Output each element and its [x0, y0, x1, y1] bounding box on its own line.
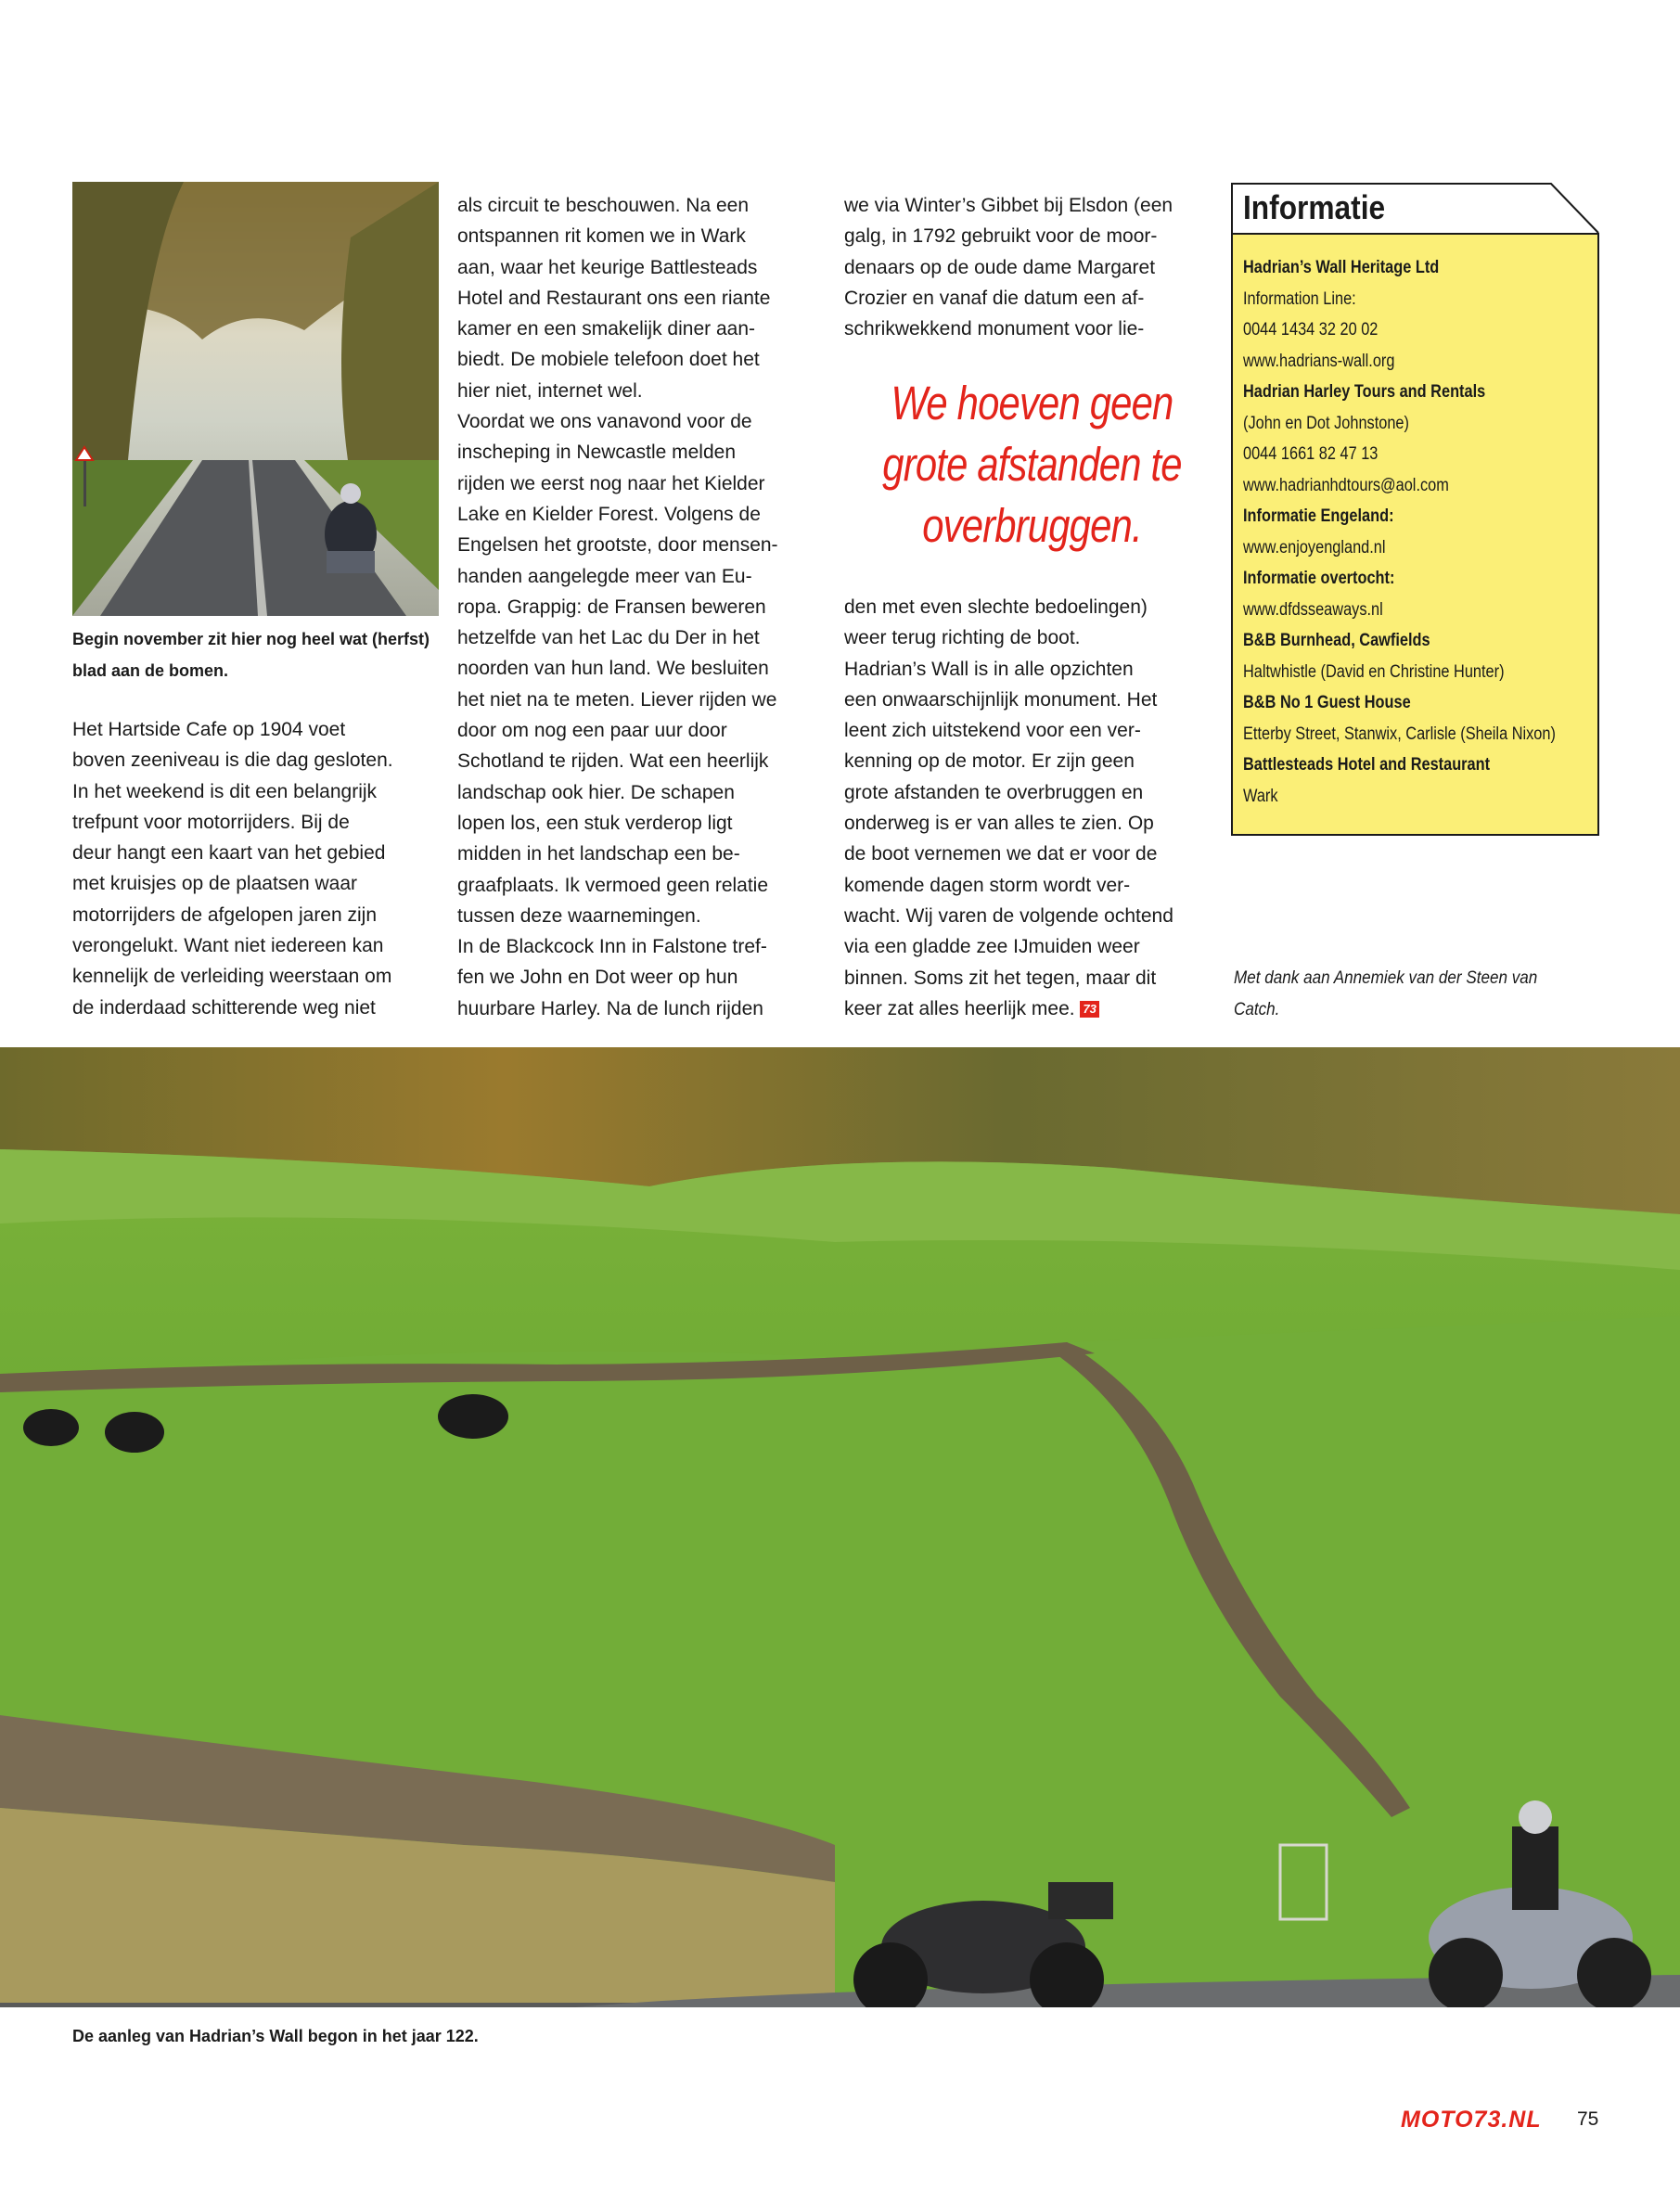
info-line: 0044 1434 32 20 02	[1243, 320, 1379, 340]
page-number: 75	[1577, 2108, 1599, 2130]
landscape-photo-caption: De aanleg van Hadrian’s Wall begon in het jaar 122.	[72, 2027, 479, 2045]
top-photo	[72, 182, 439, 616]
acknowledgement: Met dank aan Annemiek van der Steen van Catch.	[1234, 968, 1538, 1019]
info-line: www.hadrianhdtours@aol.com	[1243, 475, 1449, 495]
info-line: Hadrian’s Wall Heritage Ltd	[1243, 258, 1440, 277]
column-3-text-top: we via Winter’s Gibbet bij Elsdon (een galg, in 1792 gebruikt voor de moor- denaars op de oude dame Margaret Crozier en vanaf die datum een af- schrikwekkend monument voor lie-	[844, 195, 1173, 340]
column-1-text: Het Hartside Cafe op 1904 voet boven zeeniveau is die dag gesloten. In het weekend is dit een belangrijk trefpunt voor motorrijders. Bij de deur hangt een kaart van het gebied met kruisjes op de plaatsen waar motorrijders de afgelopen jaren zijn verongelukt. Want niet iedereen kan kennelijk de verleiding weerstaan om de inderdaad schitterende weg niet	[72, 719, 393, 1019]
top-photo-caption: Begin november zit hier nog heel wat (herfst) blad aan de bomen.	[72, 630, 430, 680]
landscape-photo	[0, 1047, 1680, 2007]
info-line: Etterby Street, Stanwix, Carlisle (Sheila Nixon)	[1243, 724, 1556, 744]
info-lines	[1243, 252, 1614, 812]
footer-brand-logo: MOTO73.NL	[1401, 2107, 1542, 2133]
info-line: 0044 1661 82 47 13	[1243, 444, 1379, 464]
info-line: www.dfdsseaways.nl	[1243, 599, 1383, 620]
info-line: Hadrian Harley Tours and Rentals	[1243, 382, 1486, 402]
info-line: (John en Dot Johnstone)	[1243, 413, 1409, 433]
info-title: Informatie	[1243, 188, 1386, 226]
info-line: Informatie Engeland:	[1243, 506, 1394, 526]
info-line: B&B No 1 Guest House	[1243, 693, 1411, 712]
info-line: www.enjoyengland.nl	[1243, 537, 1386, 557]
column-3-bottom-body: den met even slechte bedoelingen) weer terug richting de boot. Hadrian’s Wall is in alle opzichten een onwaarschijnlijk monument. Het leent zich uitstekend voor een ver- kenning op de motor. Er zijn geen grote afstanden te overbruggen en onderweg is er van alles te zien. Op de boot vernemen we dat er voor de komende dagen storm wordt ver- wacht. Wij varen de volgende ochtend via een gladde zee IJmuiden weer binnen. Soms zit het tegen, maar dit keer zat alles heerlijk mee.	[844, 596, 1173, 1019]
info-line: B&B Burnhead, Cawfields	[1243, 631, 1430, 650]
info-line: Wark	[1243, 786, 1278, 806]
info-line: Battlesteads Hotel and Restaurant	[1243, 755, 1491, 775]
column-2-text: als circuit te beschouwen. Na een ontspannen rit komen we in Wark aan, waar het keurige Battlesteads Hotel and Restaurant ons een riante kamer en een smakelijk diner aan- biedt. De mobiele telefoon doet het hier niet, internet wel. Voordat we ons vanavond voor de inscheping in Newcastle melden rijden we eerst nog naar het Kielder Lake en Kielder Forest. Volgens de Engelsen het grootste, door mensen- handen aangelegde meer van Eu- ropa. Grappig: de Fransen beweren hetzelfde van het Lac du Der in het noorden van hun land. We besluiten het niet na te meten. Liever rijden we door om nog een paar uur door Schotland te rijden. Wat een heerlijk landschap ook hier. De schapen lopen los, een stuk verderop ligt midden in het landschap een be- graafplaats. Ik vermoed geen relatie tussen deze waarnemingen. In de Blackcock Inn in Falstone tref- fen we John en Dot weer op hun huurbare Harley. Na de lunch rijden	[457, 195, 778, 1019]
info-line: Information Line:	[1243, 288, 1356, 309]
pull-quote: We hoeven geen grote afstanden te overbruggen.	[882, 377, 1182, 552]
info-line: Haltwhistle (David en Christine Hunter)	[1243, 661, 1505, 682]
info-line: Informatie overtocht:	[1243, 569, 1395, 588]
column-3-text-bottom	[844, 592, 1215, 1024]
info-line: www.hadrians-wall.org	[1243, 351, 1395, 371]
end-mark-icon: 73	[1080, 1001, 1098, 1018]
